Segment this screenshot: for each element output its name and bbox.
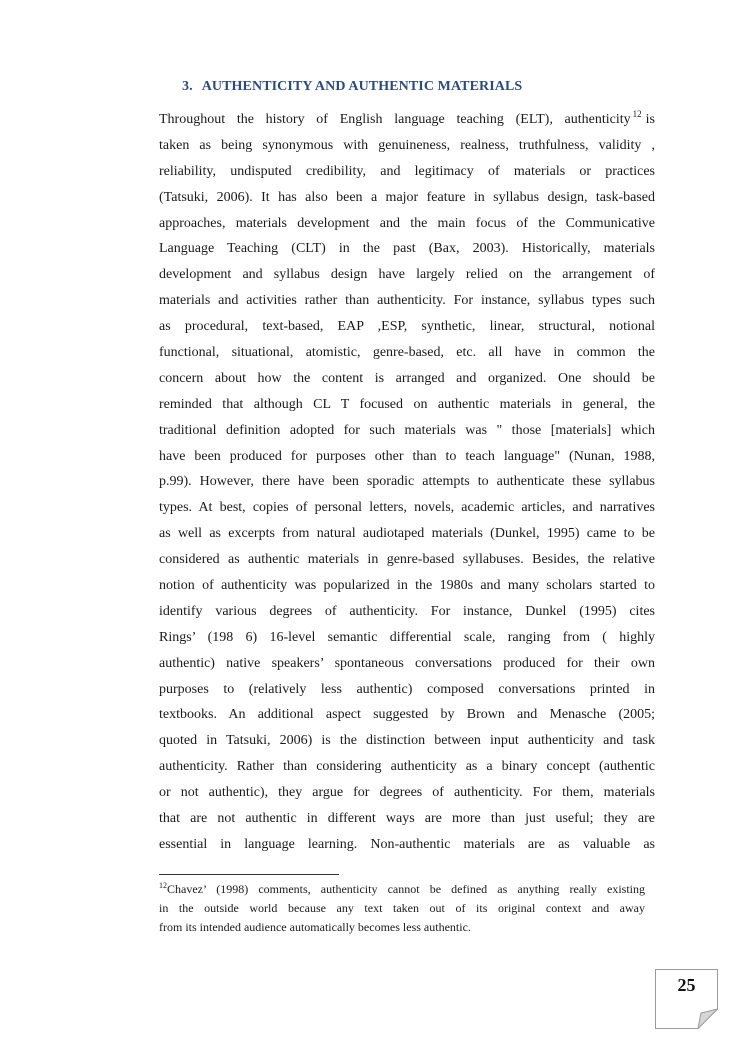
footnote-reference[interactable]: 12 (632, 109, 642, 119)
paragraph-line: types. At best, copies of personal letters, novels, academic articles, and narratives (159, 500, 655, 516)
footnote-line-text: Chavez’ (1998) comments, authenticity cannot be defined as anything really existing (167, 882, 645, 896)
paragraph-line: concern about how the content is arranged and organized. One should be (159, 370, 655, 386)
footnote-line (159, 880, 645, 899)
section-number: 3. (182, 79, 193, 94)
paragraph-line: traditional definition adopted for such materials was " those [materials] which (159, 422, 655, 438)
footnote (159, 880, 645, 937)
page-number: 25 (677, 975, 696, 995)
paragraph-line: identify various degrees of authenticity. For instance, Dunkel (1995) cites (159, 603, 655, 619)
paragraph-line: purposes to (relatively less authentic) composed conversations printed in (159, 681, 655, 697)
paragraph-line: quoted in Tatsuki, 2006) is the distinction between input authenticity and task (159, 733, 655, 749)
body-paragraph (159, 107, 655, 858)
paragraph-line: notion of authenticity was popularized in the 1980s and many scholars started to (159, 578, 655, 594)
paragraph-line: p.99). However, there have been sporadic attempts to authenticate these syllabus (159, 474, 655, 490)
paragraph-line: essential in language learning. Non-authentic materials are as valuable as (159, 836, 655, 852)
paragraph-line: taken as being synonymous with genuineness, realness, truthfulness, validity , (159, 137, 655, 153)
paragraph-line-text: Throughout the history of English language teaching (ELT), authenticity (159, 112, 631, 127)
page-number-box (655, 969, 718, 1029)
paragraph-line: Rings’ (198 6) 16-level semantic differential scale, ranging from ( highly (159, 629, 655, 645)
paragraph-line: as well as excerpts from natural audiotaped materials (Dunkel, 1995) came to be (159, 526, 655, 542)
section-title: AUTHENTICITY AND AUTHENTIC MATERIALS (201, 79, 523, 94)
paragraph-line: development and syllabus design have largely relied on the arrangement of (159, 267, 655, 283)
paragraph-line: authentic) native speakers’ spontaneous conversations produced for their own (159, 655, 655, 671)
footnote-marker: 12 (159, 881, 167, 890)
paragraph-line: reminded that although CL T focused on authentic materials in general, the (159, 396, 655, 412)
paragraph-line: textbooks. An additional aspect suggested by Brown and Menasche (2005; (159, 707, 655, 723)
paragraph-line-tail: is (645, 112, 655, 127)
paragraph-line: functional, situational, atomistic, genre-based, etc. all have in common the (159, 345, 655, 361)
paragraph-line: as procedural, text-based, EAP ,ESP, synthetic, linear, structural, notional (159, 319, 655, 335)
paragraph-line: considered as authentic materials in genre-based syllabuses. Besides, the relative (159, 552, 655, 568)
footnote-separator (159, 874, 339, 875)
paragraph-line: authenticity. Rather than considering authenticity as a binary concept (authentic (159, 759, 655, 775)
paragraph-line: (Tatsuki, 2006). It has also been a major feature in syllabus design, task-based (159, 189, 655, 205)
paragraph-line: that are not authentic in different ways are more than just useful; they are (159, 811, 655, 827)
paragraph-line: or not authentic), they argue for degrees of authenticity. For them, materials (159, 785, 655, 801)
section-heading (182, 79, 522, 95)
footnote-line: in the outside world because any text taken out of its original context and away (159, 901, 645, 915)
paragraph-line: reliability, undisputed credibility, and legitimacy of materials or practices (159, 163, 655, 179)
paragraph-line: Language Teaching (CLT) in the past (Bax, 2003). Historically, materials (159, 241, 655, 257)
paragraph-line (159, 107, 655, 133)
footnote-line: from its intended audience automatically becomes less authentic. (159, 920, 471, 934)
paragraph-line: have been produced for purposes other than to teach language" (Nunan, 1988, (159, 448, 655, 464)
paragraph-line: approaches, materials development and the main focus of the Communicative (159, 215, 655, 231)
paragraph-line: materials and activities rather than authenticity. For instance, syllabus types such (159, 293, 655, 309)
